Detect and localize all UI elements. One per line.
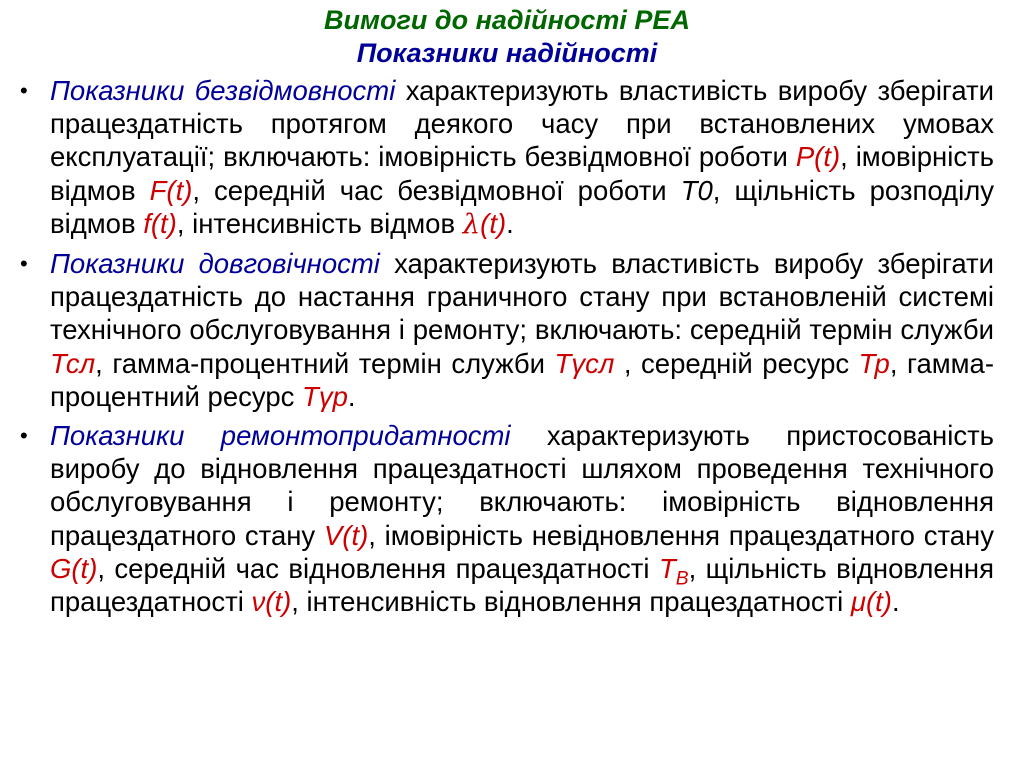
text-segment: . — [347, 380, 356, 412]
text-segment: , гамма-процентний ресурс — [50, 347, 995, 412]
term-maintainability: Показники ремонтопридатності — [50, 420, 511, 452]
text-segment: . — [891, 586, 900, 618]
bullet-list — [20, 74, 994, 618]
bullet-dot-icon: • — [20, 423, 28, 449]
symbol-tv — [658, 552, 689, 590]
text-segment: , імовірність відмов — [50, 141, 994, 206]
text-segment: характеризують властивість виробу зберігати працездатність протягом деякого часу при встановлених умовах експлуатації; включають: імовірність безвідмовної роботи — [50, 75, 995, 173]
symbol-f-small-t: f(t) — [143, 207, 177, 239]
symbol-lambda: λ — [462, 207, 481, 240]
bullet-item-reliability — [20, 74, 994, 241]
symbol-tr: Тр — [858, 347, 890, 379]
bullet-dot-icon: • — [20, 251, 28, 277]
symbol-tgr: Тγр — [302, 380, 348, 412]
symbol-tv-base: Т — [658, 552, 676, 584]
bullet-dot-icon: • — [20, 78, 28, 103]
slide-subtitle: Показники надійності — [356, 38, 658, 68]
symbol-t0: T0 — [680, 174, 713, 206]
symbol-lambda-arg: (t) — [480, 207, 507, 239]
symbol-f-t: F(t) — [149, 174, 193, 206]
text-segment: , середній час відновлення працездатності — [97, 552, 659, 584]
text-segment: , середній час безвідмовної роботи — [192, 174, 681, 206]
term-reliability: Показники безвідмовності — [50, 75, 396, 106]
symbol-p-t: P(t) — [795, 141, 841, 173]
symbol-tgsl: Тγсл — [554, 347, 615, 379]
bullet-item-maintainability — [20, 419, 994, 618]
text-segment: , імовірність невідновлення працездатного стану — [368, 519, 994, 551]
text-segment: характеризують пристосованість виробу до відновлення працездатності шляхом проведення технічного обслуговування і ремонту; включають: імовірність відновлення працездатного стану — [50, 420, 995, 551]
symbol-tv-sub: В — [675, 568, 689, 590]
term-durability: Показники довговічності — [50, 248, 380, 280]
text-segment: . — [506, 207, 514, 239]
text-segment: , щільність відновлення працездатності — [50, 552, 994, 618]
symbol-g-t: G(t) — [50, 552, 98, 584]
slide-title: Вимоги до надійності РЕА — [324, 5, 690, 35]
text-segment: характеризують властивість виробу зберігати працездатність до настання граничного стану при встановленій системі технічного обслуговування і ремонту; включають: середній термін служби — [50, 248, 994, 346]
text-segment: , інтенсивність відновлення працездатності — [291, 586, 851, 618]
symbol-v-t: V(t) — [323, 519, 369, 551]
text-segment: , інтенсивність відмов — [176, 207, 463, 239]
text-segment: , середній ресурс — [614, 347, 859, 379]
symbol-nu-t: ν(t) — [251, 586, 292, 618]
bullet-item-durability — [20, 247, 994, 413]
symbol-mu-t: μ(t) — [850, 586, 892, 618]
symbol-tsl: Тсл — [50, 347, 96, 379]
text-segment: , щільність розподілу відмов — [50, 174, 994, 239]
text-segment: , гамма-процентний термін служби — [95, 347, 555, 379]
